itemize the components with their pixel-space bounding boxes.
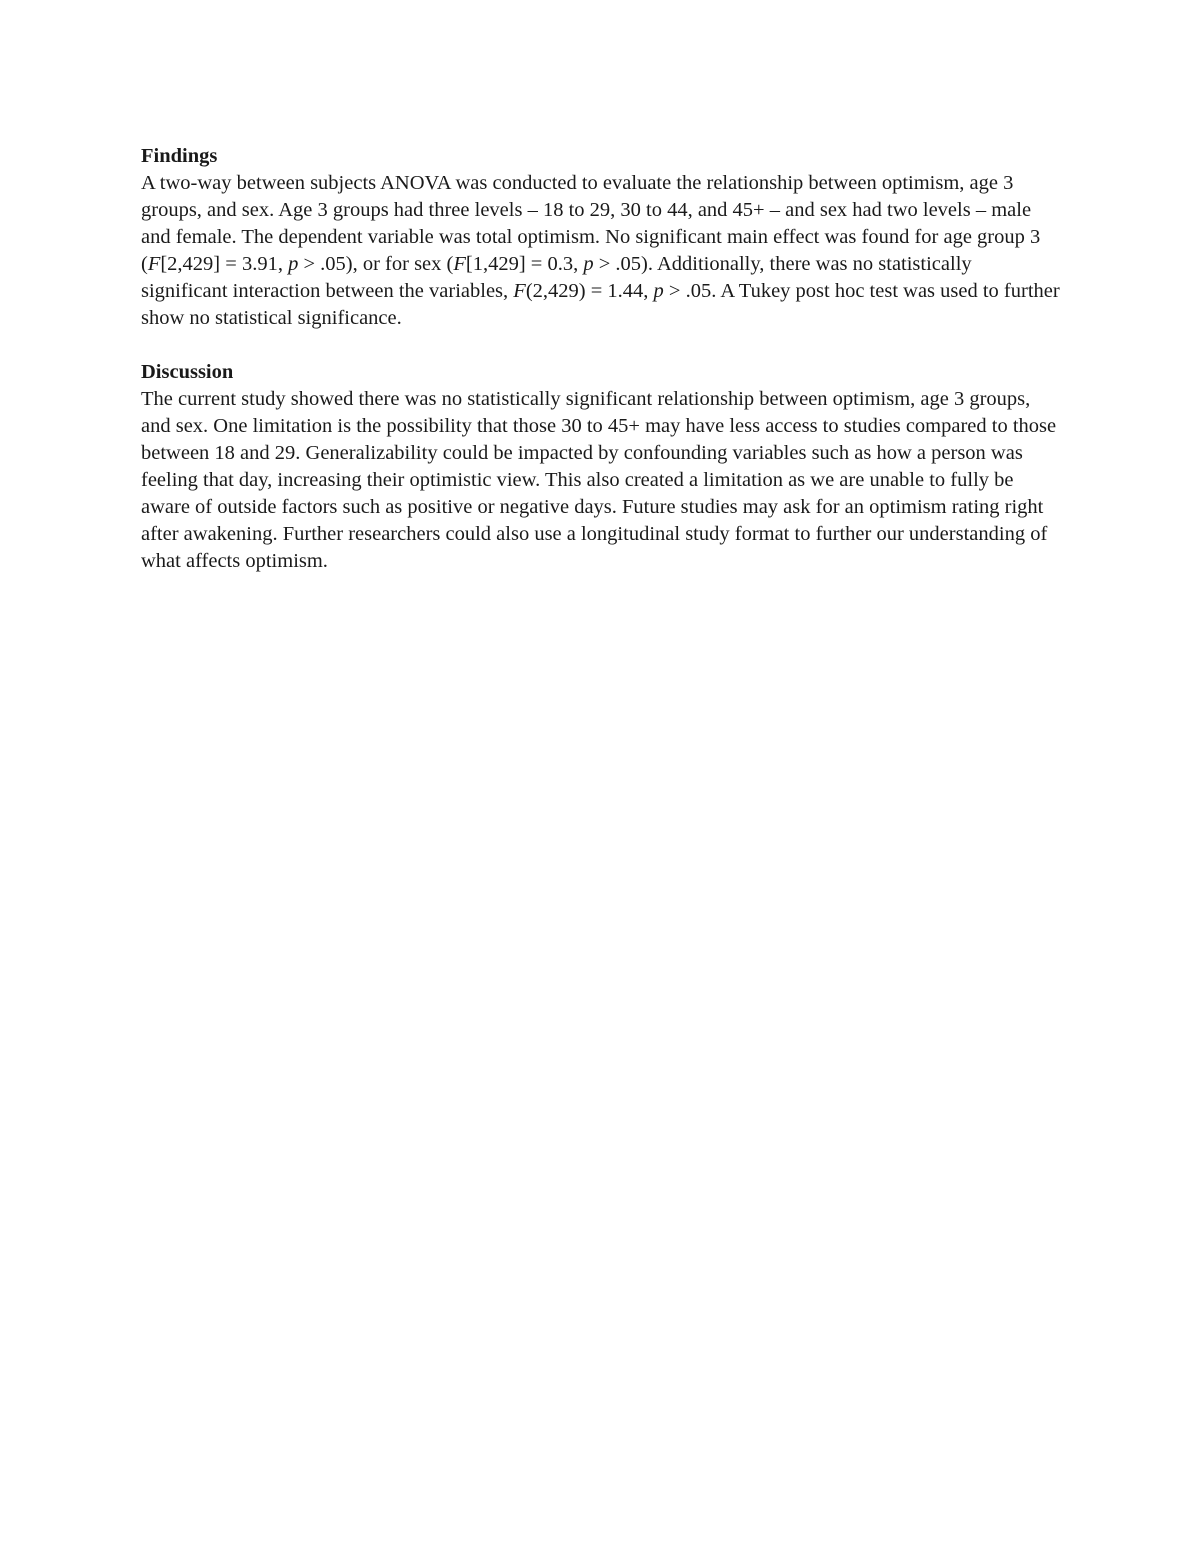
findings-text-4: [1,429] = 0.3, (465, 253, 584, 275)
discussion-heading: Discussion (141, 361, 234, 383)
document-body (141, 143, 1061, 575)
findings-section (141, 143, 1061, 332)
f-statistic-symbol: F (513, 280, 526, 302)
p-value-symbol: p (288, 253, 299, 275)
p-value-symbol: p (583, 253, 594, 275)
f-statistic-symbol: F (147, 253, 161, 275)
findings-text-1: A two-way between subjects ANOVA was conducted to evaluate the relationship between optimism, age 3 groups, and sex. Age 3 groups had three levels – 18 to 29, 30 to 44, and 45+ – and sex had two levels – male and female. The dependent variable was total optimism. No significant main effect was found for age group 3 ( (141, 172, 1041, 275)
findings-text-7: > .05. A Tukey post hoc test was used to further show no statistical significance. (141, 280, 1060, 329)
f-statistic-symbol: F (453, 253, 466, 275)
findings-heading: Findings (141, 145, 218, 167)
findings-paragraph (141, 170, 1061, 332)
p-value-symbol: p (653, 280, 664, 302)
findings-text-2: [2,429] = 3.91, (160, 253, 289, 275)
discussion-section (141, 359, 1061, 575)
findings-text-5: > .05). Additionally, there was no statistically significant interaction between the variables, (141, 253, 972, 302)
findings-text-6: (2,429) = 1.44, (525, 280, 654, 302)
discussion-paragraph: The current study showed there was no statistically significant relationship between optimism, age 3 groups, and sex. One limitation is the possibility that those 30 to 45+ may have less access to studies compared to those between 18 and 29. Generalizability could be impacted by confounding variables such as how a person was feeling that day, increasing their optimistic view. This also created a limitation as we are unable to fully be aware of outside factors such as positive or negative days. Future studies may ask for an optimism rating right after awakening. Further researchers could also use a longitudinal study format to further our understanding of what affects optimism. (141, 388, 1057, 572)
findings-text-3: > .05), or for sex ( (298, 253, 454, 275)
